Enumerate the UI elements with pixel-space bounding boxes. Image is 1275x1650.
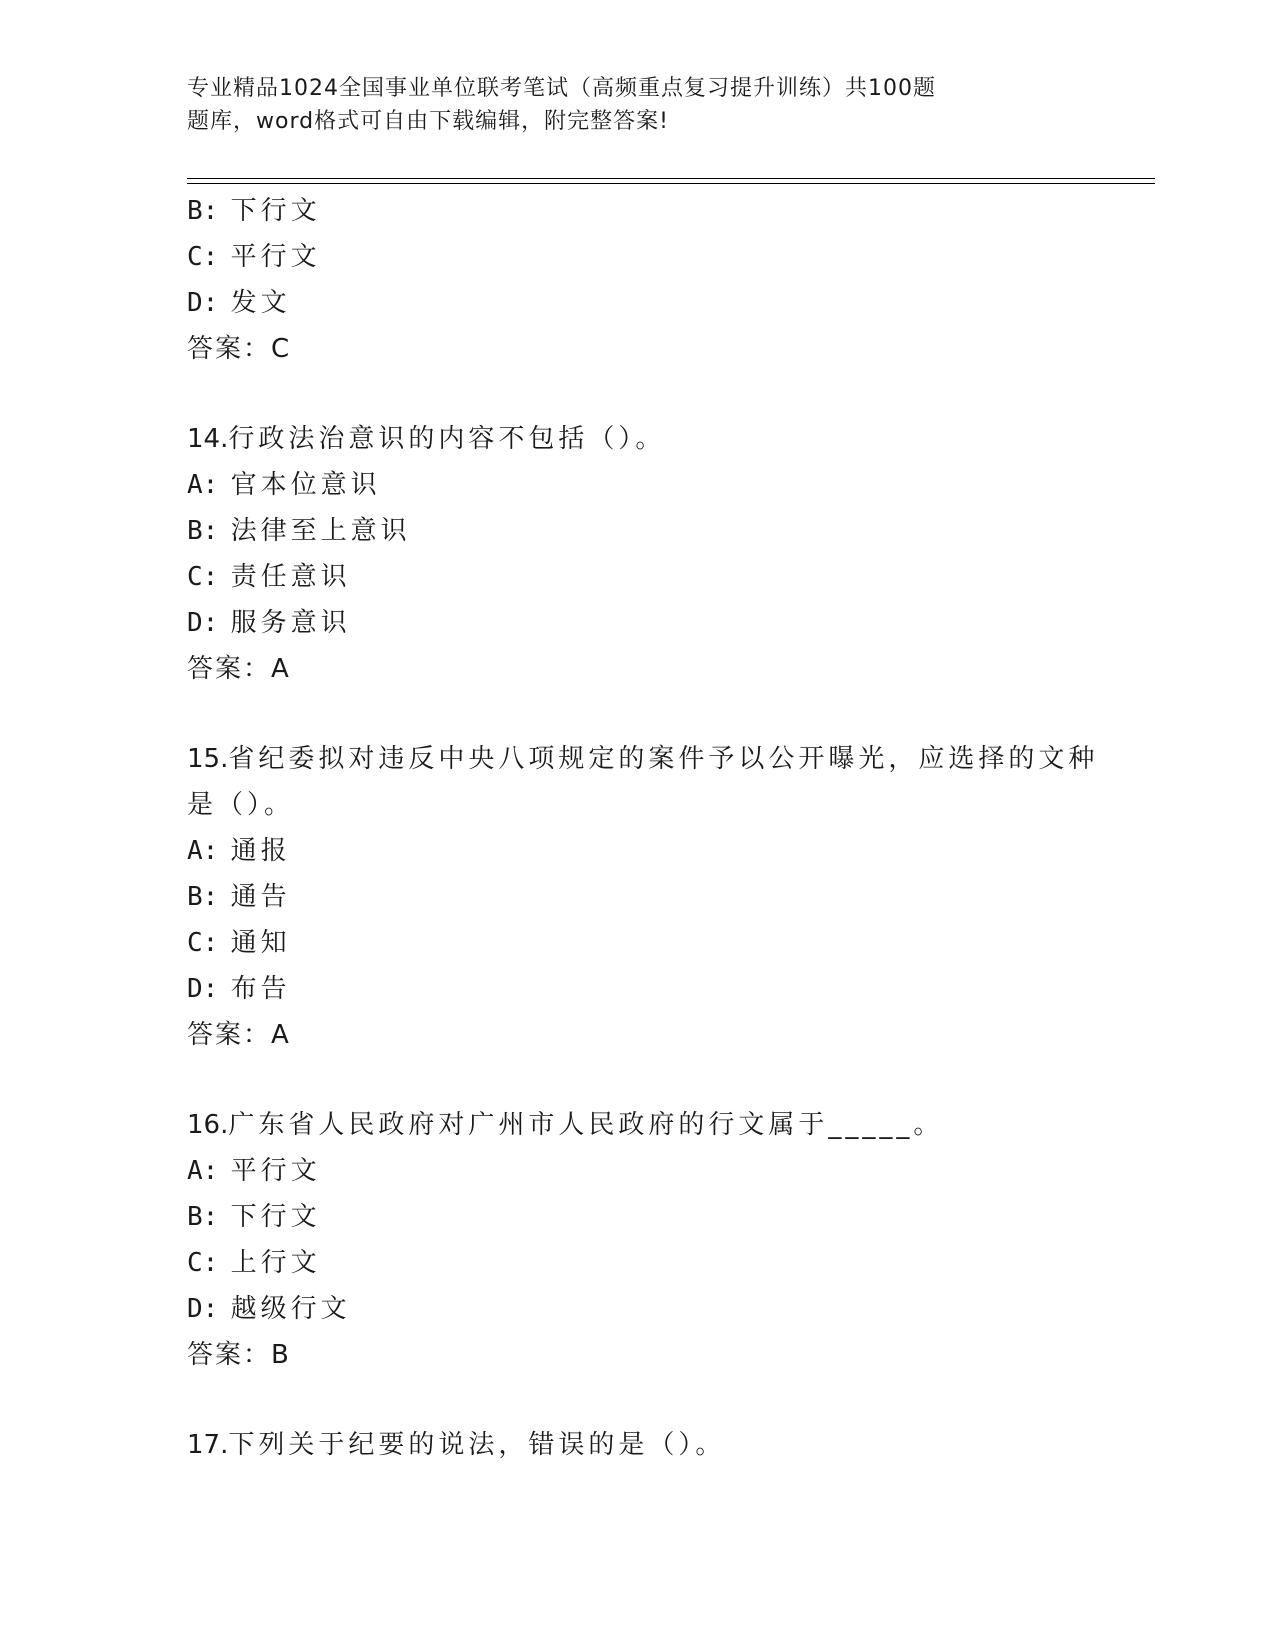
answer-line: 答案：A — [187, 654, 291, 684]
question-stem-continued: 是（）。 — [187, 790, 295, 820]
header-divider-top — [187, 178, 1155, 179]
option-c: C: 平行文 — [187, 242, 321, 272]
option-b: B: 法律至上意识 — [187, 516, 411, 546]
question-17 — [187, 1422, 1147, 1468]
question-13-tail — [187, 188, 1147, 372]
option-d: D: 服务意识 — [187, 608, 351, 638]
header-line-2: 题库，word格式可自由下载编辑，附完整答案! — [187, 109, 669, 134]
option-c: C: 上行文 — [187, 1248, 321, 1278]
document-header — [187, 72, 1087, 138]
option-c: C: 责任意识 — [187, 562, 351, 592]
answer-line: 答案：B — [187, 1340, 291, 1370]
option-b: B: 下行文 — [187, 1202, 321, 1232]
option-a: A: 平行文 — [187, 1156, 321, 1186]
question-stem: 14.行政法治意识的内容不包括（）。 — [187, 424, 666, 454]
option-c: C: 通知 — [187, 928, 291, 958]
option-d: D: 布告 — [187, 974, 291, 1004]
option-a: A: 通报 — [187, 836, 291, 866]
question-16 — [187, 1102, 1147, 1378]
question-stem: 16.广东省人民政府对广州市人民政府的行文属于_____。 — [187, 1110, 944, 1140]
answer-line: 答案：A — [187, 1020, 291, 1050]
question-stem: 17.下列关于纪要的说法，错误的是（）。 — [187, 1430, 726, 1460]
header-line-1: 专业精品1024全国事业单位联考笔试（高频重点复习提升训练）共100题 — [187, 76, 936, 101]
question-stem: 15.省纪委拟对违反中央八项规定的案件予以公开曝光，应选择的文种 — [187, 744, 1099, 774]
option-b: B: 下行文 — [187, 196, 321, 226]
question-list — [187, 188, 1147, 1468]
option-d: D: 越级行文 — [187, 1294, 351, 1324]
option-a: A: 官本位意识 — [187, 470, 381, 500]
header-divider-bottom — [187, 183, 1155, 184]
option-b: B: 通告 — [187, 882, 291, 912]
option-d: D: 发文 — [187, 288, 291, 318]
answer-line: 答案：C — [187, 334, 292, 364]
question-15 — [187, 736, 1147, 1058]
question-14 — [187, 416, 1147, 692]
